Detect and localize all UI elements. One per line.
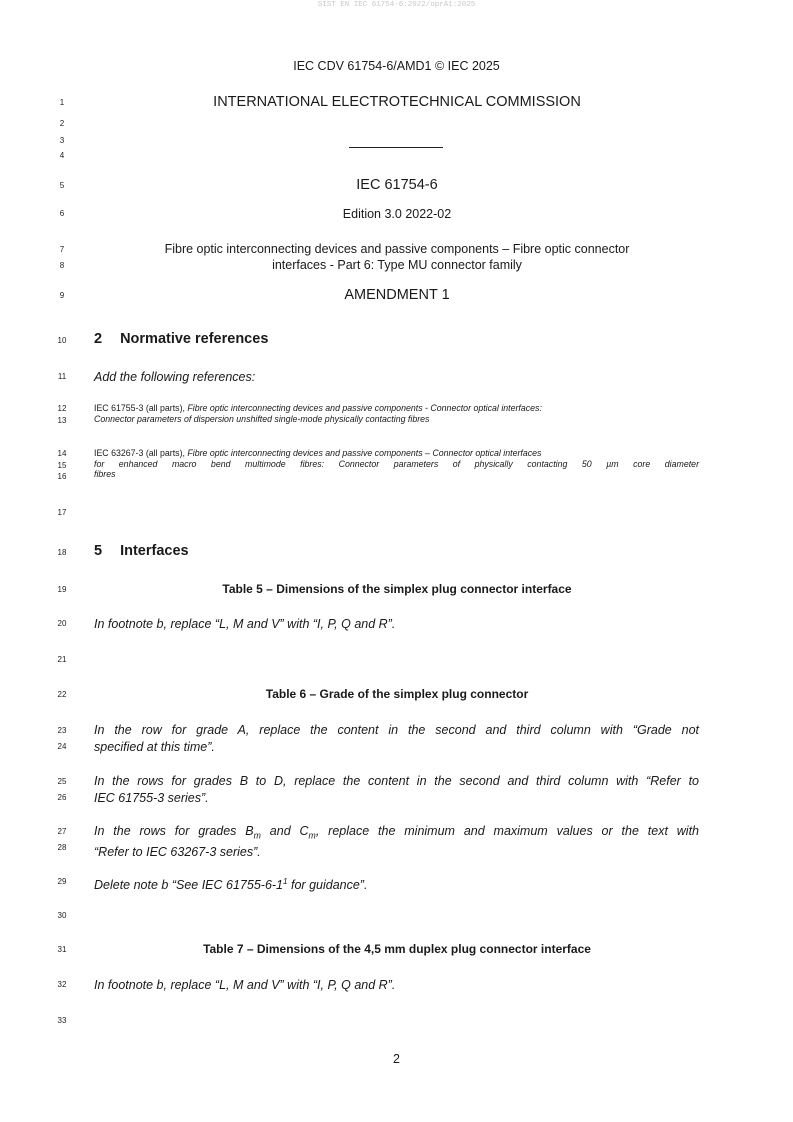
line-number: 26: [57, 793, 67, 802]
line-number: 12: [57, 404, 67, 413]
reference-title-cont: for enhanced macro bend multimode fibres: Connector parameters of physically contacting 50 µm core diameter: [94, 458, 699, 469]
reference-title: Fibre optic interconnecting devices and passive components – Connector optical interfaces: [187, 448, 542, 458]
line-number: 24: [57, 742, 67, 751]
reference-iec-61755-3: [94, 403, 699, 424]
document-title-line1: Fibre optic interconnecting devices and passive components – Fibre optic connector: [164, 242, 630, 256]
line-number: 33: [57, 1016, 67, 1025]
line-number: 18: [57, 548, 67, 557]
amendment-title: AMENDMENT 1: [344, 287, 450, 303]
line-number: 7: [59, 245, 65, 254]
references-instruction: Add the following references:: [94, 370, 256, 384]
reference-title: Fibre optic interconnecting devices and passive components - Connector optical interfaces:: [187, 403, 542, 413]
table-6-paragraph-3: [94, 823, 699, 861]
line-number: 25: [57, 777, 67, 786]
line-number: 32: [57, 980, 67, 989]
table-6-caption: Table 6 – Grade of the simplex plug connector: [265, 687, 529, 701]
line-number: 22: [57, 690, 67, 699]
edition: Edition 3.0 2022-02: [342, 207, 452, 221]
line-number: 19: [57, 585, 67, 594]
paragraph-line: “Refer to IEC 63267-3 series”.: [94, 845, 261, 859]
table-6-paragraph-2: [94, 773, 699, 806]
line-number: 3: [59, 136, 65, 145]
line-number: 30: [57, 911, 67, 920]
table-6-paragraph-1: [94, 722, 699, 755]
line-number: 1: [59, 98, 65, 107]
title-rule: [349, 147, 443, 148]
page-header: IEC CDV 61754-6/AMD1 © IEC 2025: [293, 59, 500, 73]
line-number: 28: [57, 843, 67, 852]
footnote-marker: 1: [283, 877, 288, 886]
line-number: 11: [57, 372, 67, 381]
page-number: 2: [393, 1052, 400, 1066]
paragraph-line: In the rows for grades $B_m$ and $C_m$, replace the minimum and maximum values or the text with: [94, 824, 700, 841]
line-number: 29: [57, 877, 67, 886]
table-5-instruction: In footnote b, replace “L, M and V” with “I, P, Q and R”.: [94, 617, 396, 631]
line-number: 14: [57, 449, 67, 458]
section-5-heading: [94, 543, 699, 559]
section-title: Normative references: [120, 331, 269, 347]
watermark: SIST EN IEC 61754-6:2022/oprA1:2025: [317, 1, 476, 9]
paragraph-line: specified at this time”.: [94, 739, 215, 754]
standard-number: IEC 61754-6: [356, 177, 438, 193]
line-number: 5: [59, 181, 65, 190]
table-7-caption: Table 7 – Dimensions of the 4,5 mm duplex plug connector interface: [203, 942, 591, 956]
document-title-line2: interfaces - Part 6: Type MU connector family: [272, 258, 522, 272]
section-number: 2: [94, 331, 103, 347]
section-title: Interfaces: [120, 543, 189, 559]
table-6-paragraph-4: Delete note b “See IEC $61755-6-1^1$ for guidance”.: [94, 877, 368, 893]
reference-id: IEC 63267-3 (all parts),: [94, 448, 188, 458]
section-number: 5: [94, 543, 103, 559]
line-number: 8: [59, 261, 65, 270]
organization-title: INTERNATIONAL ELECTROTECHNICAL COMMISSION: [213, 94, 581, 110]
reference-id: IEC 61755-3 (all parts),: [94, 403, 188, 413]
line-number: 20: [57, 619, 67, 628]
paragraph-line: In the rows for grades B to D, replace the content in the second and third column with “Refer to: [94, 774, 699, 788]
line-number: 21: [57, 655, 67, 664]
section-2-heading: [94, 331, 699, 347]
line-number: 2: [59, 119, 65, 128]
line-number: 16: [57, 472, 67, 481]
line-number: 17: [57, 508, 67, 517]
line-number: 27: [57, 827, 67, 836]
line-number: 13: [57, 416, 67, 425]
table-5-caption: Table 5 – Dimensions of the simplex plug connector interface: [222, 582, 572, 596]
paragraph-line: IEC 61755-3 series”.: [94, 790, 209, 805]
paragraph-line: In the row for grade A, replace the content in the second and third column with “Grade not: [94, 723, 699, 737]
line-number: 9: [59, 291, 65, 300]
line-number: 23: [57, 726, 67, 735]
line-number: 6: [59, 209, 65, 218]
reference-iec-63267-3: [94, 448, 699, 480]
line-number: 4: [59, 151, 65, 160]
table-7-instruction: In footnote b, replace “L, M and V” with “I, P, Q and R”.: [94, 978, 396, 992]
line-number: 31: [57, 945, 67, 954]
reference-title-cont: fibres: [94, 469, 116, 480]
line-number: 10: [57, 336, 67, 345]
line-number: 15: [57, 461, 67, 470]
reference-title-cont: Connector parameters of dispersion unshifted single-mode physically contacting fibres: [94, 413, 430, 424]
